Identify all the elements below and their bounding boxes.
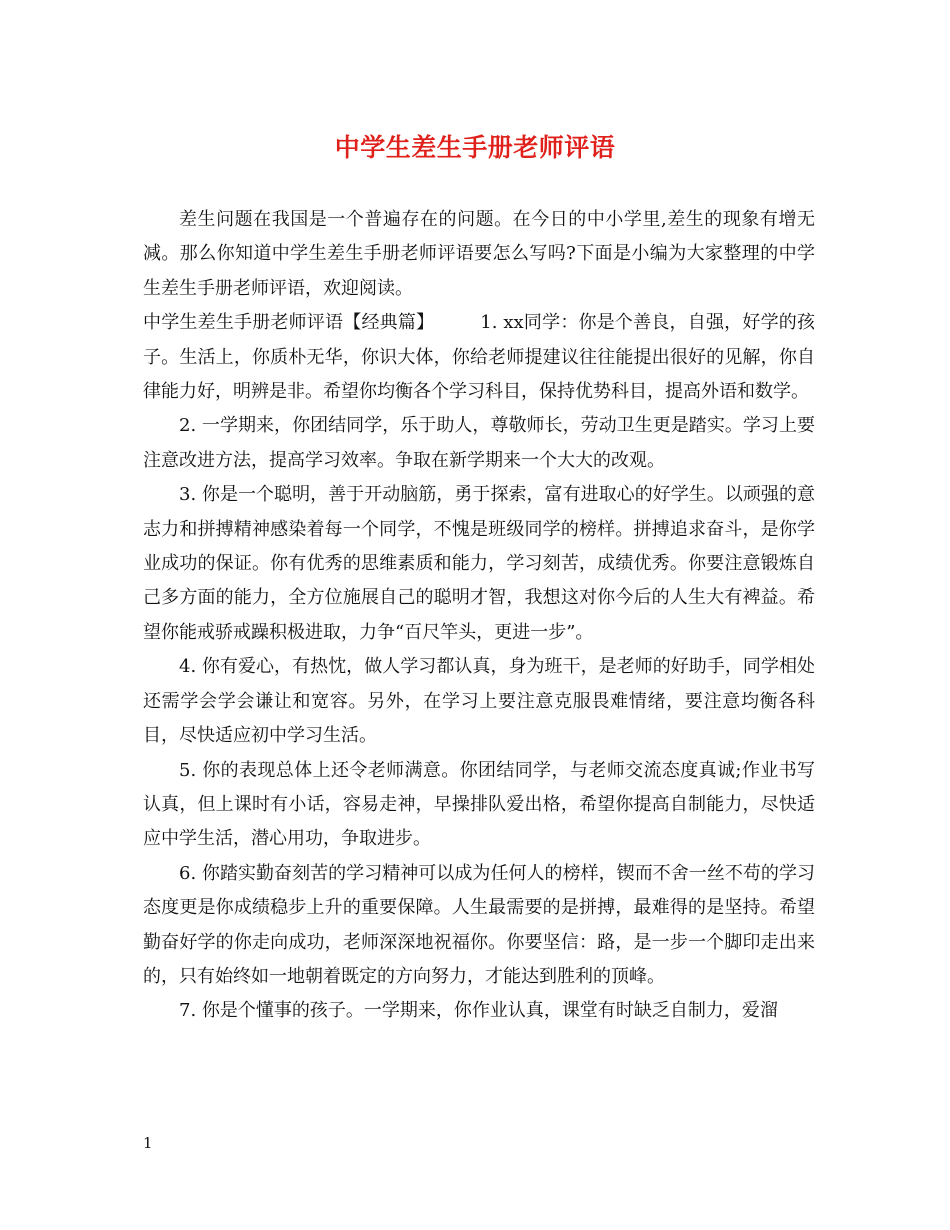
document-title: 中学生差生手册老师评语 [334,133,616,162]
section-paragraph [143,306,815,409]
comment-item-3: 3. 你是一个聪明，善于开动脑筋，勇于探索，富有进取心的好学生。以顽强的意志力和拼搏精神感染着每一个同学，不愧是班级同学的榜样。拼搏追求奋斗，是你学业成功的保证。你有优秀的思维素质和能力，学习刻苦，成绩优秀。你要注意锻炼自己多方面的能力，全方位施展自己的聪明才智，我想这对你今后的人生大有裨益。希望你能戒骄戒躁积极进取，力争“百尺竿头，更进一步”。 [143,484,815,643]
comment-item-5: 5. 你的表现总体上还令老师满意。你团结同学，与老师交流态度真诚;作业书写认真，但上课时有小话，容易走神，早操排队爱出格，希望你提高自制能力，尽快适应中学生活，潜心用功，争取进步。 [143,759,815,850]
comment-item-6: 6. 你踏实勤奋刻苦的学习精神可以成为任何人的榜样，锲而不舍一丝不苟的学习态度更是你成绩稳步上升的重要保障。人生最需要的是拼搏，最难得的是坚持。希望勤奋好学的你走向成功，老师深深地祝福你。你要坚信：路，是一步一个脚印走出来的，只有始终如一地朝着既定的方向努力，才能达到胜利的顶峰。 [143,862,815,987]
comment-item-1: 1. xx同学：你是个善良，自强，好学的孩子。生活上，你质朴无华，你识大体，你给老师提建议往往能提出很好的见解，你自律能力好，明辨是非。希望你均衡各个学习科目，保持优势科目，提高外语和数学。 [143,312,815,403]
comment-item-4: 4. 你有爱心，有热忱，做人学习都认真，身为班干，是老师的好助手，同学相处还需学会学会谦让和宽容。另外，在学习上要注意克服畏难情绪，要注意均衡各科目，尽快适应初中学习生活。 [143,656,815,747]
comment-item-2: 2. 一学期来，你团结同学，乐于助人，尊敬师长，劳动卫生更是踏实。学习上要注意改进方法，提高学习效率。争取在新学期来一个大大的改观。 [143,415,815,471]
document-body [143,203,815,1029]
page-number: 1 [143,1134,153,1152]
section-heading: 中学生差生手册老师评语【经典篇】 [143,312,435,334]
comment-item-7: 7. 你是个懂事的孩子。一学期来，你作业认真，课堂有时缺乏自制力，爱溜 [179,1000,778,1022]
intro-paragraph: 差生问题在我国是一个普遍存在的问题。在今日的中小学里,差生的现象有增无减。那么你知道中学生差生手册老师评语要怎么写吗?下面是小编为大家整理的中学生差生手册老师评语，欢迎阅读。 [143,209,815,299]
